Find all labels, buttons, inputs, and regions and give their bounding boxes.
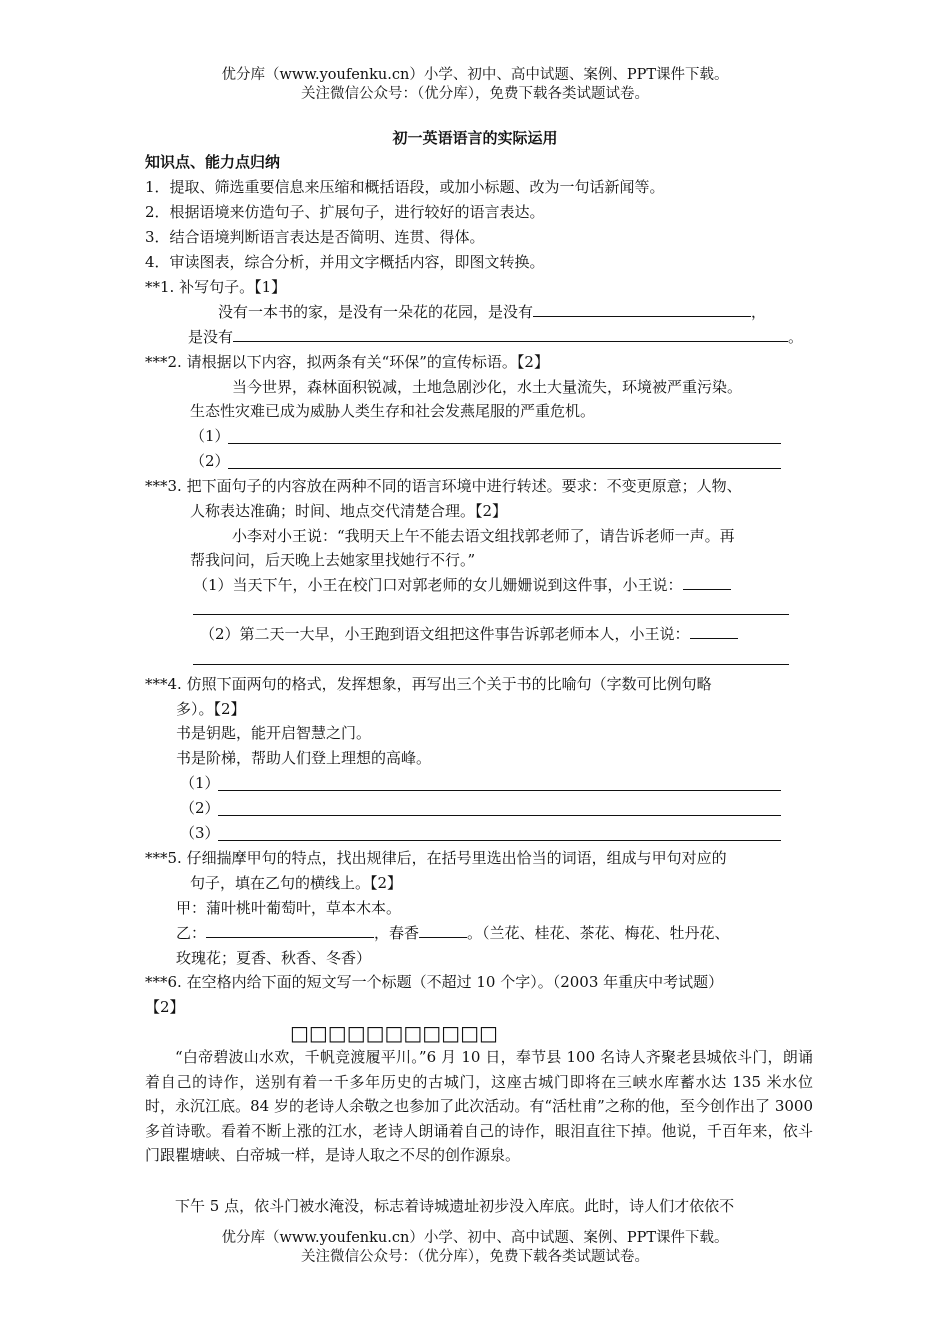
q1-text-b: 是没有 <box>188 328 234 346</box>
q4-blank-3-label: （3） <box>180 824 220 842</box>
q5-jia: 甲：蒲叶桃叶葡萄叶，草本木本。 <box>176 899 402 917</box>
q6-title-boxes[interactable]: □□□□□□□□□□□ <box>290 1021 498 1045</box>
q2-blank-1[interactable] <box>228 443 781 444</box>
q3-sub2-text: （2）第二天一大早，小王跑到语文组把这件事告诉郭老师本人，小王说： <box>200 625 690 643</box>
q2-heading: ***2. 请根据以下内容，拟两条有关“环保”的宣传标语。【2】 <box>145 353 549 371</box>
q4-blank-3[interactable] <box>218 840 781 841</box>
q1-line-a <box>218 301 766 323</box>
q3-sub2-line <box>200 623 738 645</box>
q5-heading: ***5. 仔细揣摩甲句的特点，找出规律后，在括号里选出恰当的词语，组成与甲句对应的 <box>145 849 727 867</box>
q3-sub1-text: （1）当天下午，小王在校门口对郭老师的女儿姗姗说到这件事，小王说： <box>193 576 683 594</box>
q5-yi-label: 乙： <box>176 924 207 942</box>
q5-yi-line <box>176 922 730 944</box>
q2-para-line2: 生态性灾难已成为威胁人类生存和社会发燕尾服的严重危机。 <box>190 402 596 420</box>
q4-example-1: 书是钥匙，能开启智慧之门。 <box>176 724 372 742</box>
point-2: 2．根据语境来仿造句子、扩展句子，进行较好的语言表达。 <box>145 203 545 221</box>
q6-passage-para2: 下午 5 点，依斗门被水淹没，标志着诗城遗址初步没入库底。此时，诗人们才依依不 <box>175 1197 735 1215</box>
q1-period: 。 <box>788 328 804 346</box>
q1-blank-a[interactable] <box>533 302 751 317</box>
q3-quote-line2: 帮我问问，后天晚上去她家里找她行不行。” <box>190 551 476 569</box>
q1-heading: **1. 补写句子。【1】 <box>145 278 287 296</box>
page-footer-line1: 优分库（www.youfenku.cn）小学、初中、高中试题、案例、PPT课件下载。 <box>221 1230 729 1246</box>
q4-blank-1[interactable] <box>218 790 781 791</box>
q3-heading-cont: 人称表达准确；时间、地点交代清楚合理。【2】 <box>190 502 508 520</box>
q4-heading-cont: 多）。【2】 <box>176 700 246 718</box>
q4-blank-2[interactable] <box>218 815 781 816</box>
q5-yi-options: 。（兰花、桂花、茶花、梅花、牡丹花、 <box>467 924 730 942</box>
q3-quote-line1: 小李对小王说：“我明天上午不能去语文组找郭老师了，请告诉老师一声。再 <box>232 527 735 545</box>
q5-yi-mid: ，春香 <box>374 924 420 942</box>
section-heading: 知识点、能力点归纳 <box>145 153 281 171</box>
q5-yi-blank-2[interactable] <box>419 923 467 938</box>
q1-text-a: 没有一本书的家，是没有一朵花的花园，是没有 <box>218 303 534 321</box>
q3-sub2-blank-inline[interactable] <box>690 624 738 639</box>
q2-blank-1-label: （1） <box>190 427 230 445</box>
q1-blank-b[interactable] <box>233 327 788 342</box>
q6-passage-para1: “白帝碧波山水欢，千帆竞渡履平川。”6 月 10 日，奉节县 100 名诗人齐聚老县城依斗门，朗诵着自己的诗作，送别有着一千多年历史的古城门，这座古城门即将在三峡水库蓄水达 135 米水位时，永沉江底。84 岁的老诗人余敬之也参加了此次活动。有“活杜甫”之称的他，至今创作出了 3000 多首诗歌。看着不断上涨的江水，老诗人朗诵着自己的诗作，眼泪直往下掉。他说，千百年来，依斗门跟瞿塘峡、白帝城一样，是诗人取之不尽的创作源泉。 <box>145 1048 813 1164</box>
point-1: 1．提取、筛选重要信息来压缩和概括语段，或加小标题、改为一句话新闻等。 <box>145 178 665 196</box>
page-header-line1: 优分库（www.youfenku.cn）小学、初中、高中试题、案例、PPT课件下载。 <box>221 67 729 83</box>
q4-example-2: 书是阶梯，帮助人们登上理想的高峰。 <box>176 749 432 767</box>
q6-heading-cont: 【2】 <box>145 998 185 1016</box>
q4-heading: ***4. 仿照下面两句的格式，发挥想象，再写出三个关于书的比喻句（字数可比例句略 <box>145 675 712 693</box>
q6-heading: ***6. 在空格内给下面的短文写一个标题（不超过 10 个字）。（2003 年重庆中考试题） <box>145 973 724 991</box>
page-footer-line2: 关注微信公众号：（优分库），免费下载各类试题试卷。 <box>301 1249 649 1265</box>
q1-comma: ， <box>751 303 767 321</box>
q5-yi-blank-1[interactable] <box>206 923 374 938</box>
point-3: 3．结合语境判断语言表达是否简明、连贯、得体。 <box>145 228 485 246</box>
q1-line-b <box>188 326 803 348</box>
q3-sub2-blank[interactable] <box>193 664 789 665</box>
point-4: 4．审读图表，综合分析，并用文字概括内容，即图文转换。 <box>145 253 545 271</box>
q5-yi-options-cont: 玫瑰花；夏香、秋香、冬香） <box>176 949 372 967</box>
q2-para-line1: 当今世界，森林面积锐减，土地急剧沙化，水土大量流失，环境被严重污染。 <box>232 378 743 396</box>
q2-blank-2-label: （2） <box>190 452 230 470</box>
q3-sub1-line <box>193 574 731 596</box>
q2-blank-2[interactable] <box>228 468 781 469</box>
q3-sub1-blank-inline[interactable] <box>683 575 731 590</box>
page-header-line2: 关注微信公众号：（优分库），免费下载各类试题试卷。 <box>301 86 649 102</box>
q4-blank-1-label: （1） <box>180 774 220 792</box>
q4-blank-2-label: （2） <box>180 799 220 817</box>
document-title: 初一英语语言的实际运用 <box>392 129 558 147</box>
q5-heading-cont: 句子，填在乙句的横线上。【2】 <box>190 874 403 892</box>
q3-heading: ***3. 把下面句子的内容放在两种不同的语言环境中进行转述。要求：不变更原意；人物、 <box>145 477 742 495</box>
q3-sub1-blank[interactable] <box>193 614 789 615</box>
